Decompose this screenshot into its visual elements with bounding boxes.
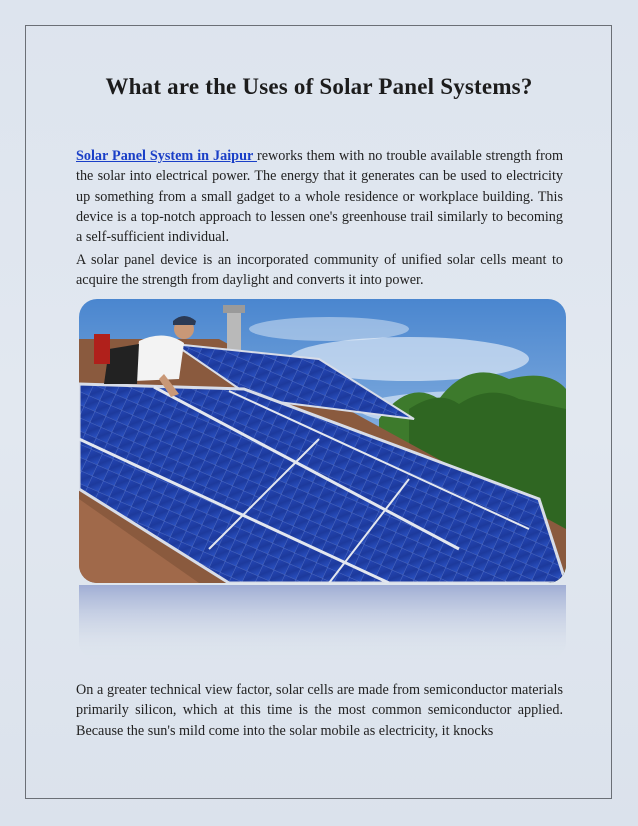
solar-panel-installation-photo [79,299,566,583]
solar-panel-jaipur-link[interactable]: Solar Panel System in Jaipur [76,148,257,164]
document-title: What are the Uses of Solar Panel Systems? [105,74,533,99]
photo-reflection [79,585,566,660]
intro-paragraph-body: reworks them with no trouble available strength from the solar into electrical power. The energy that it generates can be used to electricity up something from a small gadget to a whole residence or workplace building. This device is a top-notch approach to lessen one's greenhouse trail similarly to becoming a self-sufficient individual. [76,148,564,246]
intro-paragraph [76,146,563,247]
definition-paragraph: A solar panel device is an incorporated community of unified solar cells meant to acquire the strength from daylight and converts it into power. [76,252,563,289]
technical-paragraph: On a greater technical view factor, solar cells are made from semiconductor materials primarily silicon, which at this time is the most common semiconductor applied. Because the sun's mild come into the solar mobile as electricity, it knocks [76,682,563,739]
